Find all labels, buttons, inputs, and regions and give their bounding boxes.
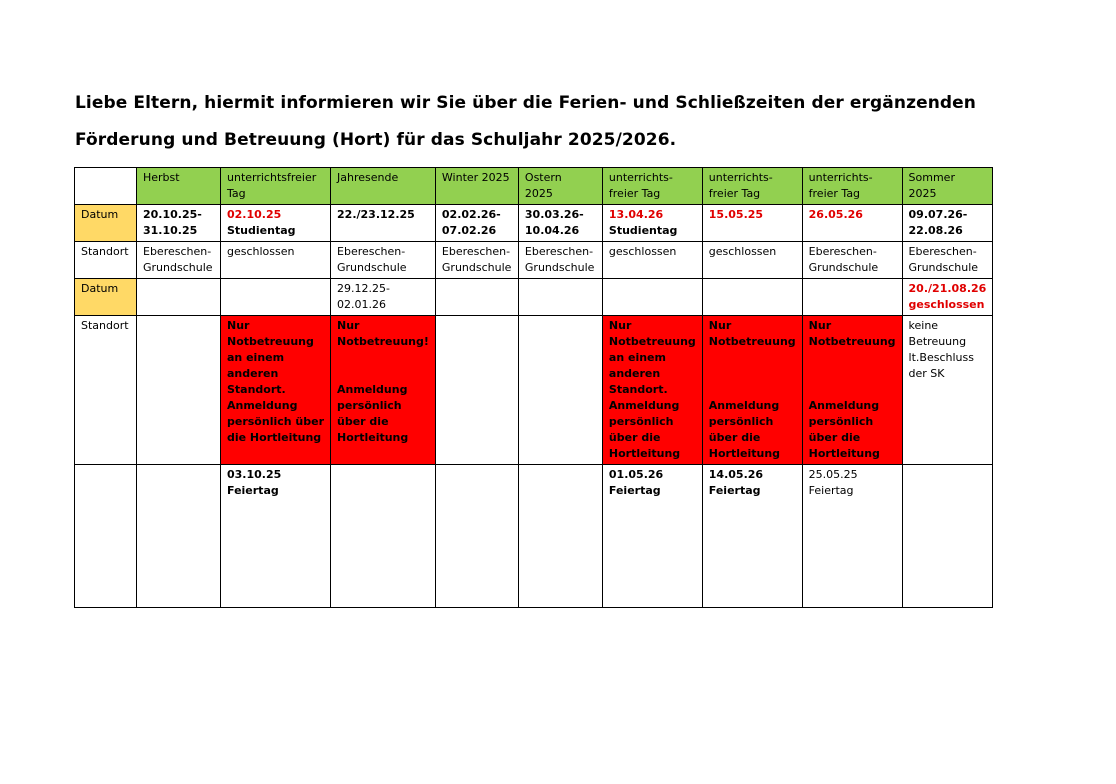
standort-row-2 [75,316,993,465]
holiday-cell: 14.05.26 Feiertag [702,465,802,608]
date-cell: 02.02.26- 07.02.26 [435,205,518,242]
date-cell: 20./21.08.26 geschlossen [902,279,993,316]
date-cell: 13.04.26 Studientag [602,205,702,242]
datum-row-2 [75,279,993,316]
empty-cell [518,465,602,608]
empty-cell [75,465,137,608]
column-header-herbst: Herbst [137,168,221,205]
notbetreuung-cell: Nur Notbetreuung Anmeldung persönlich über die Hortleitung [702,316,802,465]
date-cell: 02.10.25 Studientag [221,205,331,242]
location-cell: Ebereschen- Grundschule [137,242,221,279]
location-cell: Ebereschen- Grundschule [331,242,436,279]
header-row [75,168,993,205]
letter-heading-line-2: Förderung und Betreuung (Hort) für das Schuljahr 2025/2026. [75,130,677,150]
row-label-datum: Datum [75,205,137,242]
notbetreuung-cell: Nur Notbetreuung! Anmeldung persönlich über die Hortleitung [331,316,436,465]
row-label-standort: Standort [75,242,137,279]
datum-row-1 [75,205,993,242]
column-header-unterrichtsfreier-tag: unterrichtsfreier Tag [221,168,331,205]
date-cell: 26.05.26 [802,205,902,242]
empty-cell [802,279,902,316]
row-label-standort: Standort [75,316,137,465]
date-cell: 29.12.25- 02.01.26 [331,279,436,316]
column-header-winter: Winter 2025 [435,168,518,205]
empty-cell [435,279,518,316]
schedule-table [74,167,993,608]
location-cell: Ebereschen- Grundschule [518,242,602,279]
date-cell: 20.10.25- 31.10.25 [137,205,221,242]
holiday-cell: 01.05.26 Feiertag [602,465,702,608]
empty-cell [518,316,602,465]
location-cell: Ebereschen- Grundschule [902,242,993,279]
letter-heading-line-1: Liebe Eltern, hiermit informieren wir Sie über die Ferien- und Schließzeiten der ergänzenden [75,93,977,113]
notbetreuung-cell: Nur Notbetreuung an einem anderen Standort. Anmeldung persönlich über die Hortleitung [602,316,702,465]
feiertag-row [75,465,993,608]
empty-cell [137,279,221,316]
holiday-cell: 25.05.25 Feiertag [802,465,902,608]
empty-cell [435,316,518,465]
date-cell: 30.03.26- 10.04.26 [518,205,602,242]
empty-cell [331,465,436,608]
empty-cell [137,465,221,608]
empty-cell [902,465,993,608]
empty-cell [221,279,331,316]
column-header-unterrichtsfrei-4: unterrichts- freier Tag [802,168,902,205]
location-cell: geschlossen [702,242,802,279]
column-header-sommer: Sommer 2025 [902,168,993,205]
column-header-unterrichtsfrei-2: unterrichts- freier Tag [602,168,702,205]
location-cell: Ebereschen- Grundschule [435,242,518,279]
notbetreuung-cell: Nur Notbetreuung Anmeldung persönlich über die Hortleitung [802,316,902,465]
empty-cell [602,279,702,316]
empty-cell [435,465,518,608]
column-header-unterrichtsfrei-3: unterrichts- freier Tag [702,168,802,205]
notbetreuung-cell: Nur Notbetreuung an einem anderen Standort. Anmeldung persönlich über die Hortleitung [221,316,331,465]
holiday-cell: 03.10.25 Feiertag [221,465,331,608]
date-cell: 22./23.12.25 [331,205,436,242]
empty-cell [702,279,802,316]
standort-row-1 [75,242,993,279]
empty-cell [518,279,602,316]
location-cell: geschlossen [221,242,331,279]
column-header-ostern: Ostern 2025 [518,168,602,205]
column-header-jahresende: Jahresende [331,168,436,205]
empty-cell [137,316,221,465]
location-cell: geschlossen [602,242,702,279]
row-label-datum: Datum [75,279,137,316]
corner-cell [75,168,137,205]
no-care-note-cell: keine Betreuung lt.Beschluss der SK [902,316,993,465]
date-cell: 15.05.25 [702,205,802,242]
date-cell: 09.07.26- 22.08.26 [902,205,993,242]
location-cell: Ebereschen- Grundschule [802,242,902,279]
